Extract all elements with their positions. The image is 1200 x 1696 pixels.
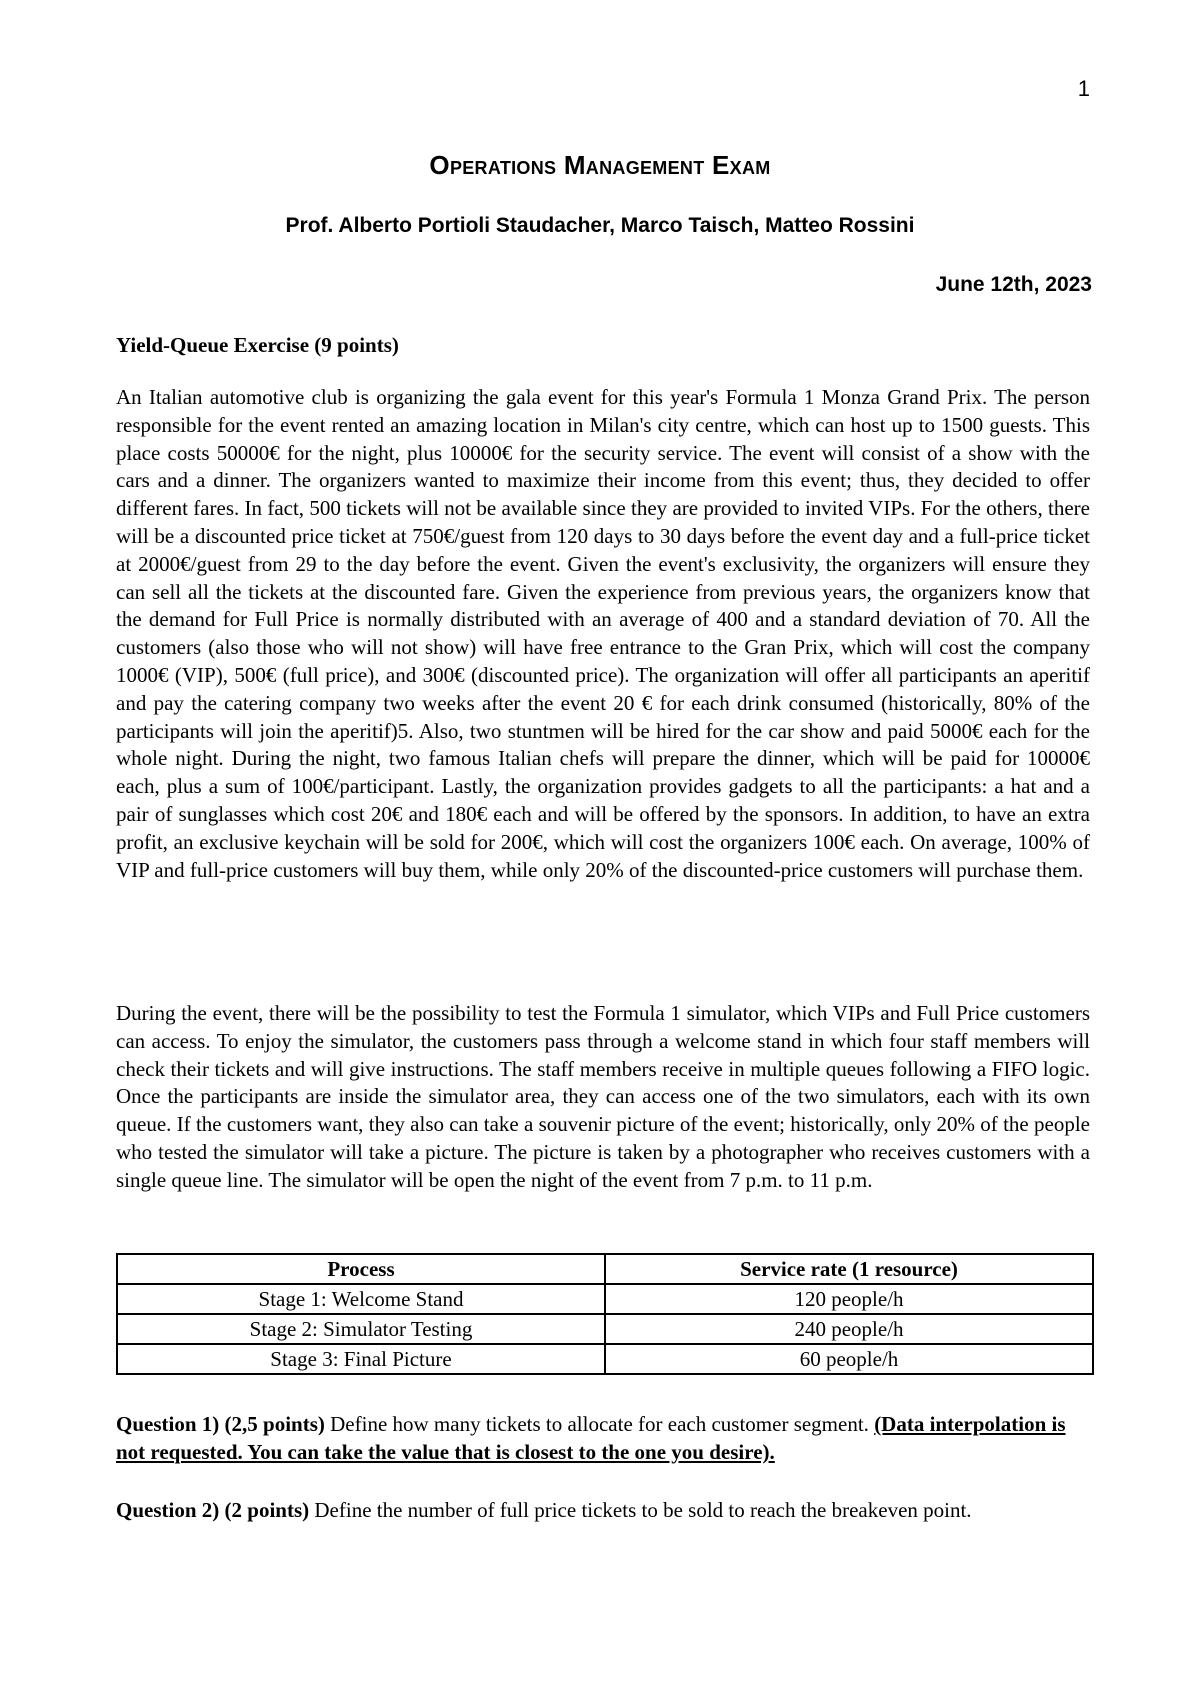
table-row <box>117 1314 1093 1344</box>
question-1-text: Define how many tickets to allocate for each customer segment. <box>324 1412 875 1436</box>
table-cell-service-rate: 120 people/h <box>605 1284 1093 1314</box>
table-cell-service-rate: 60 people/h <box>605 1344 1093 1374</box>
exercise-paragraph-2: During the event, there will be the possibility to test the Formula 1 simulator, which VIPs and Full Price customers can access. To enjoy the simulator, the customers pass through a welcome stand in which four staff members will check their tickets and will give instructions. The staff members receive in multiple queues following a FIFO logic. Once the participants are inside the simulator area, they can access one of the two simulators, each with its own queue. If the customers want, they also can take a souvenir picture of the event; historically, only 20% of the people who tested the simulator will take a picture. The picture is taken by a photographer who receives customers with a single queue line. The simulator will be open the night of the event from 7 p.m. to 11 p.m. <box>116 1001 1090 1192</box>
table-cell-service-rate: 240 people/h <box>605 1314 1093 1344</box>
table-cell-process: Stage 3: Final Picture <box>117 1344 605 1374</box>
question-2-points: (2 points) <box>224 1498 310 1522</box>
document-date: June 12th, 2023 <box>935 273 1092 296</box>
question-2-label: Question 2) <box>116 1498 220 1522</box>
table-header-process: Process <box>117 1254 605 1284</box>
page-number: 1 <box>1077 76 1090 101</box>
table-header-service-rate: Service rate (1 resource) <box>605 1254 1093 1284</box>
exercise-paragraph-1: An Italian automotive club is organizing the gala event for this year's Formula 1 Monza Grand Prix. The person responsible for the event rented an amazing location in Milan's city centre, which can host up to 1500 guests. This place costs 50000€ for the night, plus 10000€ for the security service. The event will consist of a show with the cars and a dinner. The organizers wanted to maximize their income from this event; thus, they decided to offer different fares. In fact, 500 tickets will not be available since they are provided to invited VIPs. For the others, there will be a discounted price ticket at 750€/guest from 120 days to 30 days before the event day and a full-price ticket at 2000€/guest from 29 to the day before the event. Given the event's exclusivity, the organizers will ensure they can sell all the tickets at the discounted fare. Given the experience from previous years, the organizers know that the demand for Full Price is normally distributed with an average of 400 and a standard deviation of 70. All the customers (also those who will not show) will have free entrance to the Gran Prix, which will cost the company 1000€ (VIP), 500€ (full price), and 300€ (discounted price). The organization will offer all participants an aperitif and pay the catering company two weeks after the event 20 € for each drink consumed (historically, 80% of the participants will join the aperitif)5. Also, two stuntmen will be hired for the car show and paid 5000€ each for the whole night. During the night, two famous Italian chefs will prepare the dinner, which will be paid for 10000€ each, plus a sum of 100€/participant. Lastly, the organization provides gadgets to all the participants: a hat and a pair of sunglasses which cost 20€ and 180€ each and will be offered by the sponsors. In addition, to have an extra profit, an exclusive keychain will be sold for 200€, which will cost the organizers 100€ each. On average, 100% of VIP and full-price customers will buy them, while only 20% of the discounted-price customers will purchase them. <box>116 385 1090 882</box>
question-1-points: (2,5 points) <box>224 1412 325 1436</box>
exercise-title: Yield-Queue Exercise (9 points) <box>116 333 399 357</box>
table-cell-process: Stage 1: Welcome Stand <box>117 1284 605 1314</box>
document-authors: Prof. Alberto Portioli Staudacher, Marco Taisch, Matteo Rossini <box>285 214 915 237</box>
question-2-text: Define the number of full price tickets to be sold to reach the breakeven point. <box>309 1498 972 1522</box>
service-rate-table <box>116 1253 1094 1375</box>
question-1-note: (Data interpolation is not requested. You can take the value that is closest to the one you desire). <box>116 1412 1066 1464</box>
table-cell-process: Stage 2: Simulator Testing <box>117 1314 605 1344</box>
question-2 <box>116 1497 1090 1525</box>
document-title: Operations Management Exam <box>429 150 771 180</box>
table-header-row <box>117 1254 1093 1284</box>
question-1 <box>116 1411 1090 1467</box>
table-row <box>117 1284 1093 1314</box>
question-1-label: Question 1) <box>116 1412 220 1436</box>
table-row <box>117 1344 1093 1374</box>
